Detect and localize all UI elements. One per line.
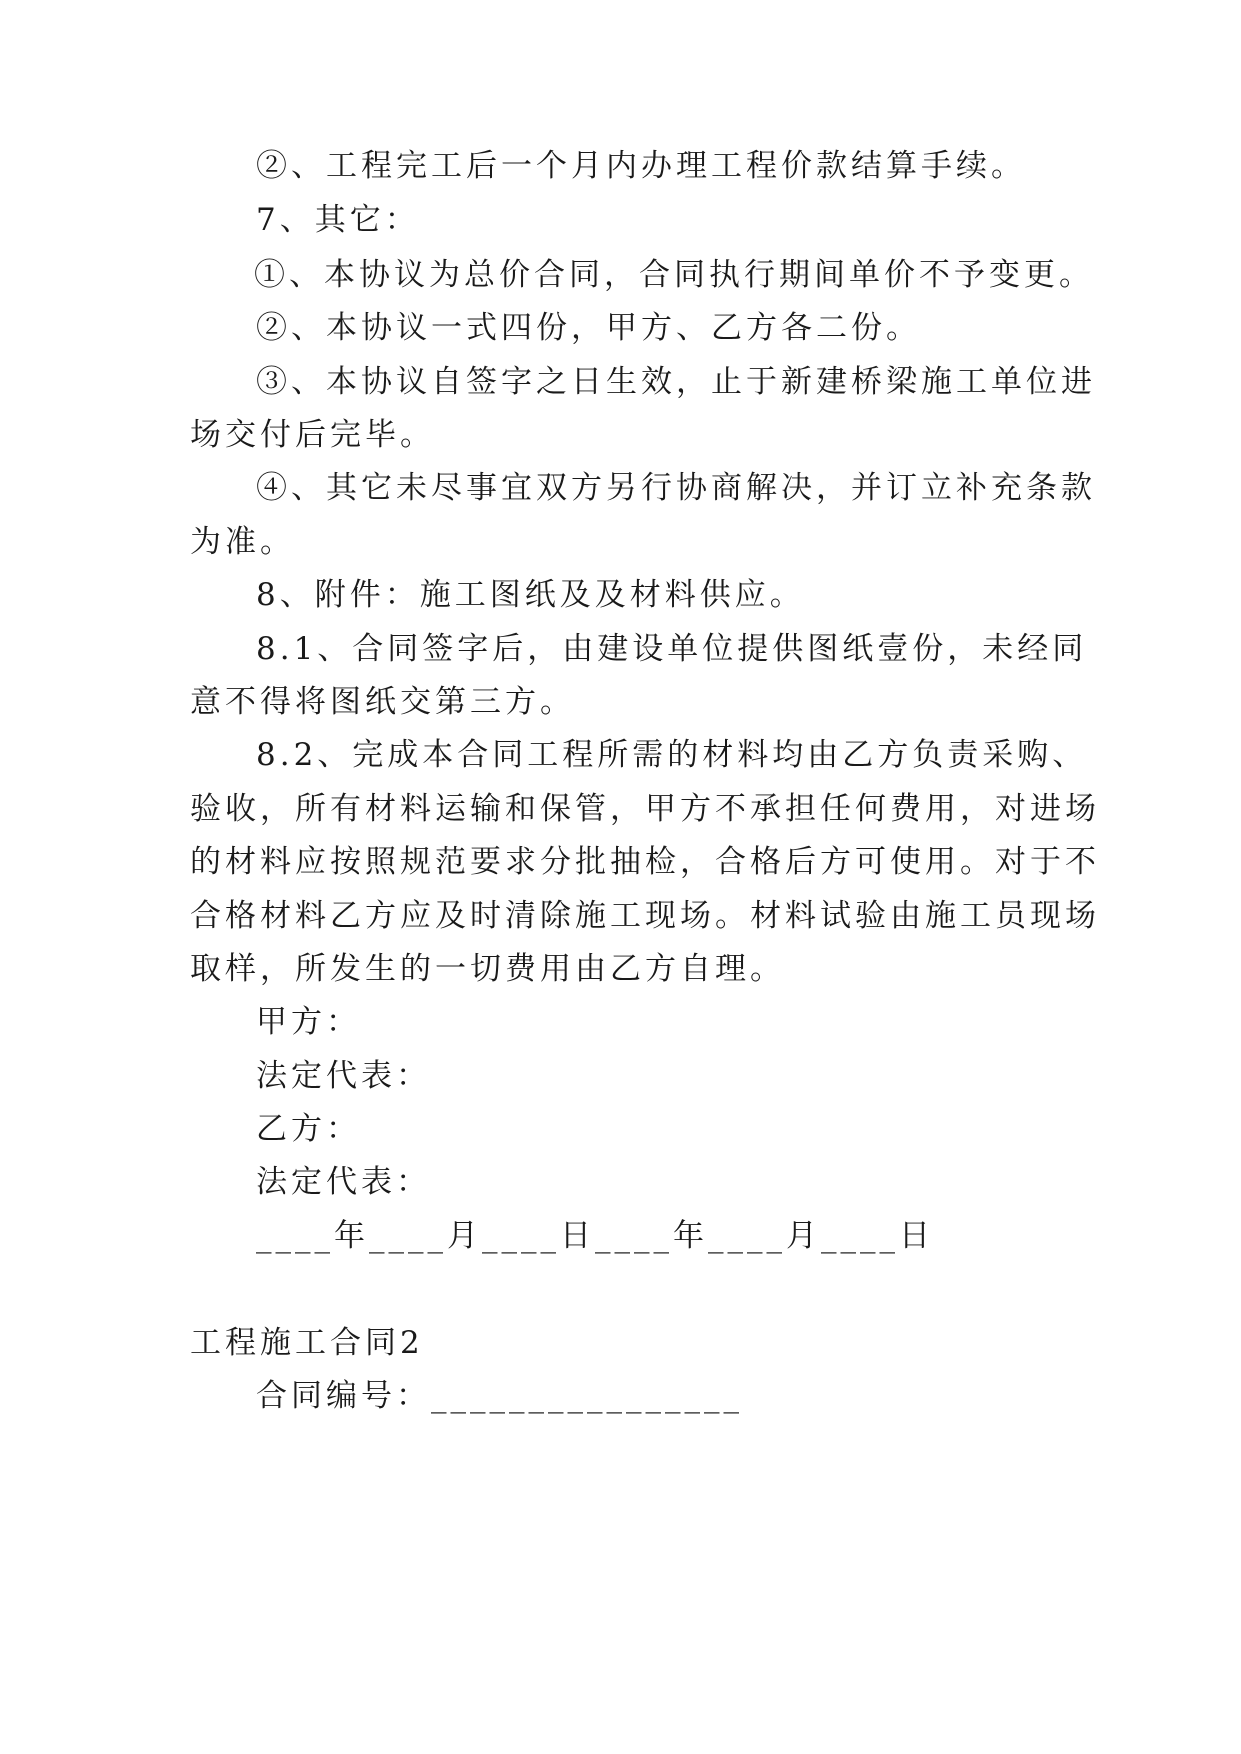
party-a-label: 甲方：: [256, 1004, 361, 1040]
clause-7-3: ③、本协议自签字之日生效，止于新建桥梁施工单位进: [256, 364, 1096, 400]
contract-number-field: 合同编号：________________: [256, 1378, 743, 1414]
clause-8-1-continued: 意不得将图纸交第三方。: [190, 684, 575, 720]
clause-8-2-line-3: 的材料应按照规范要求分批抽检，合格后方可使用。对于不: [190, 844, 1100, 880]
clause-7-4-continued: 为准。: [190, 524, 295, 560]
clause-8-1: 8.1、合同签字后，由建设单位提供图纸壹份，未经同: [256, 631, 1088, 667]
clause-7-3-continued: 场交付后完毕。: [190, 417, 435, 453]
clause-8-2: 8.2、完成本合同工程所需的材料均由乙方负责采购、: [256, 737, 1088, 773]
party-b-label: 乙方：: [256, 1111, 361, 1147]
party-b-representative-label: 法定代表：: [256, 1164, 431, 1200]
clause-8-2-line-5: 取样，所发生的一切费用由乙方自理。: [190, 951, 785, 987]
party-a-representative-label: 法定代表：: [256, 1058, 431, 1094]
contract-2-title: 工程施工合同2: [190, 1325, 424, 1361]
clause-7-2: ②、本协议一式四份，甲方、乙方各二份。: [256, 310, 921, 346]
section-8-heading: 8、附件：施工图纸及及材料供应。: [256, 577, 805, 613]
signature-date-line: ____年____月____日____年____月____日: [256, 1218, 934, 1254]
section-7-heading: 7、其它：: [256, 202, 420, 238]
clause-8-2-line-4: 合格材料乙方应及时清除施工现场。材料试验由施工员现场: [190, 898, 1100, 934]
clause-7-4: ④、其它未尽事宜双方另行协商解决，并订立补充条款: [256, 470, 1096, 506]
clause-8-2-line-2: 验收，所有材料运输和保管，甲方不承担任何费用，对进场: [190, 791, 1100, 827]
clause-6-2: ②、工程完工后一个月内办理工程价款结算手续。: [256, 148, 1026, 184]
clause-7-1: ①、本协议为总价合同，合同执行期间单价不予变更。: [254, 257, 1094, 293]
